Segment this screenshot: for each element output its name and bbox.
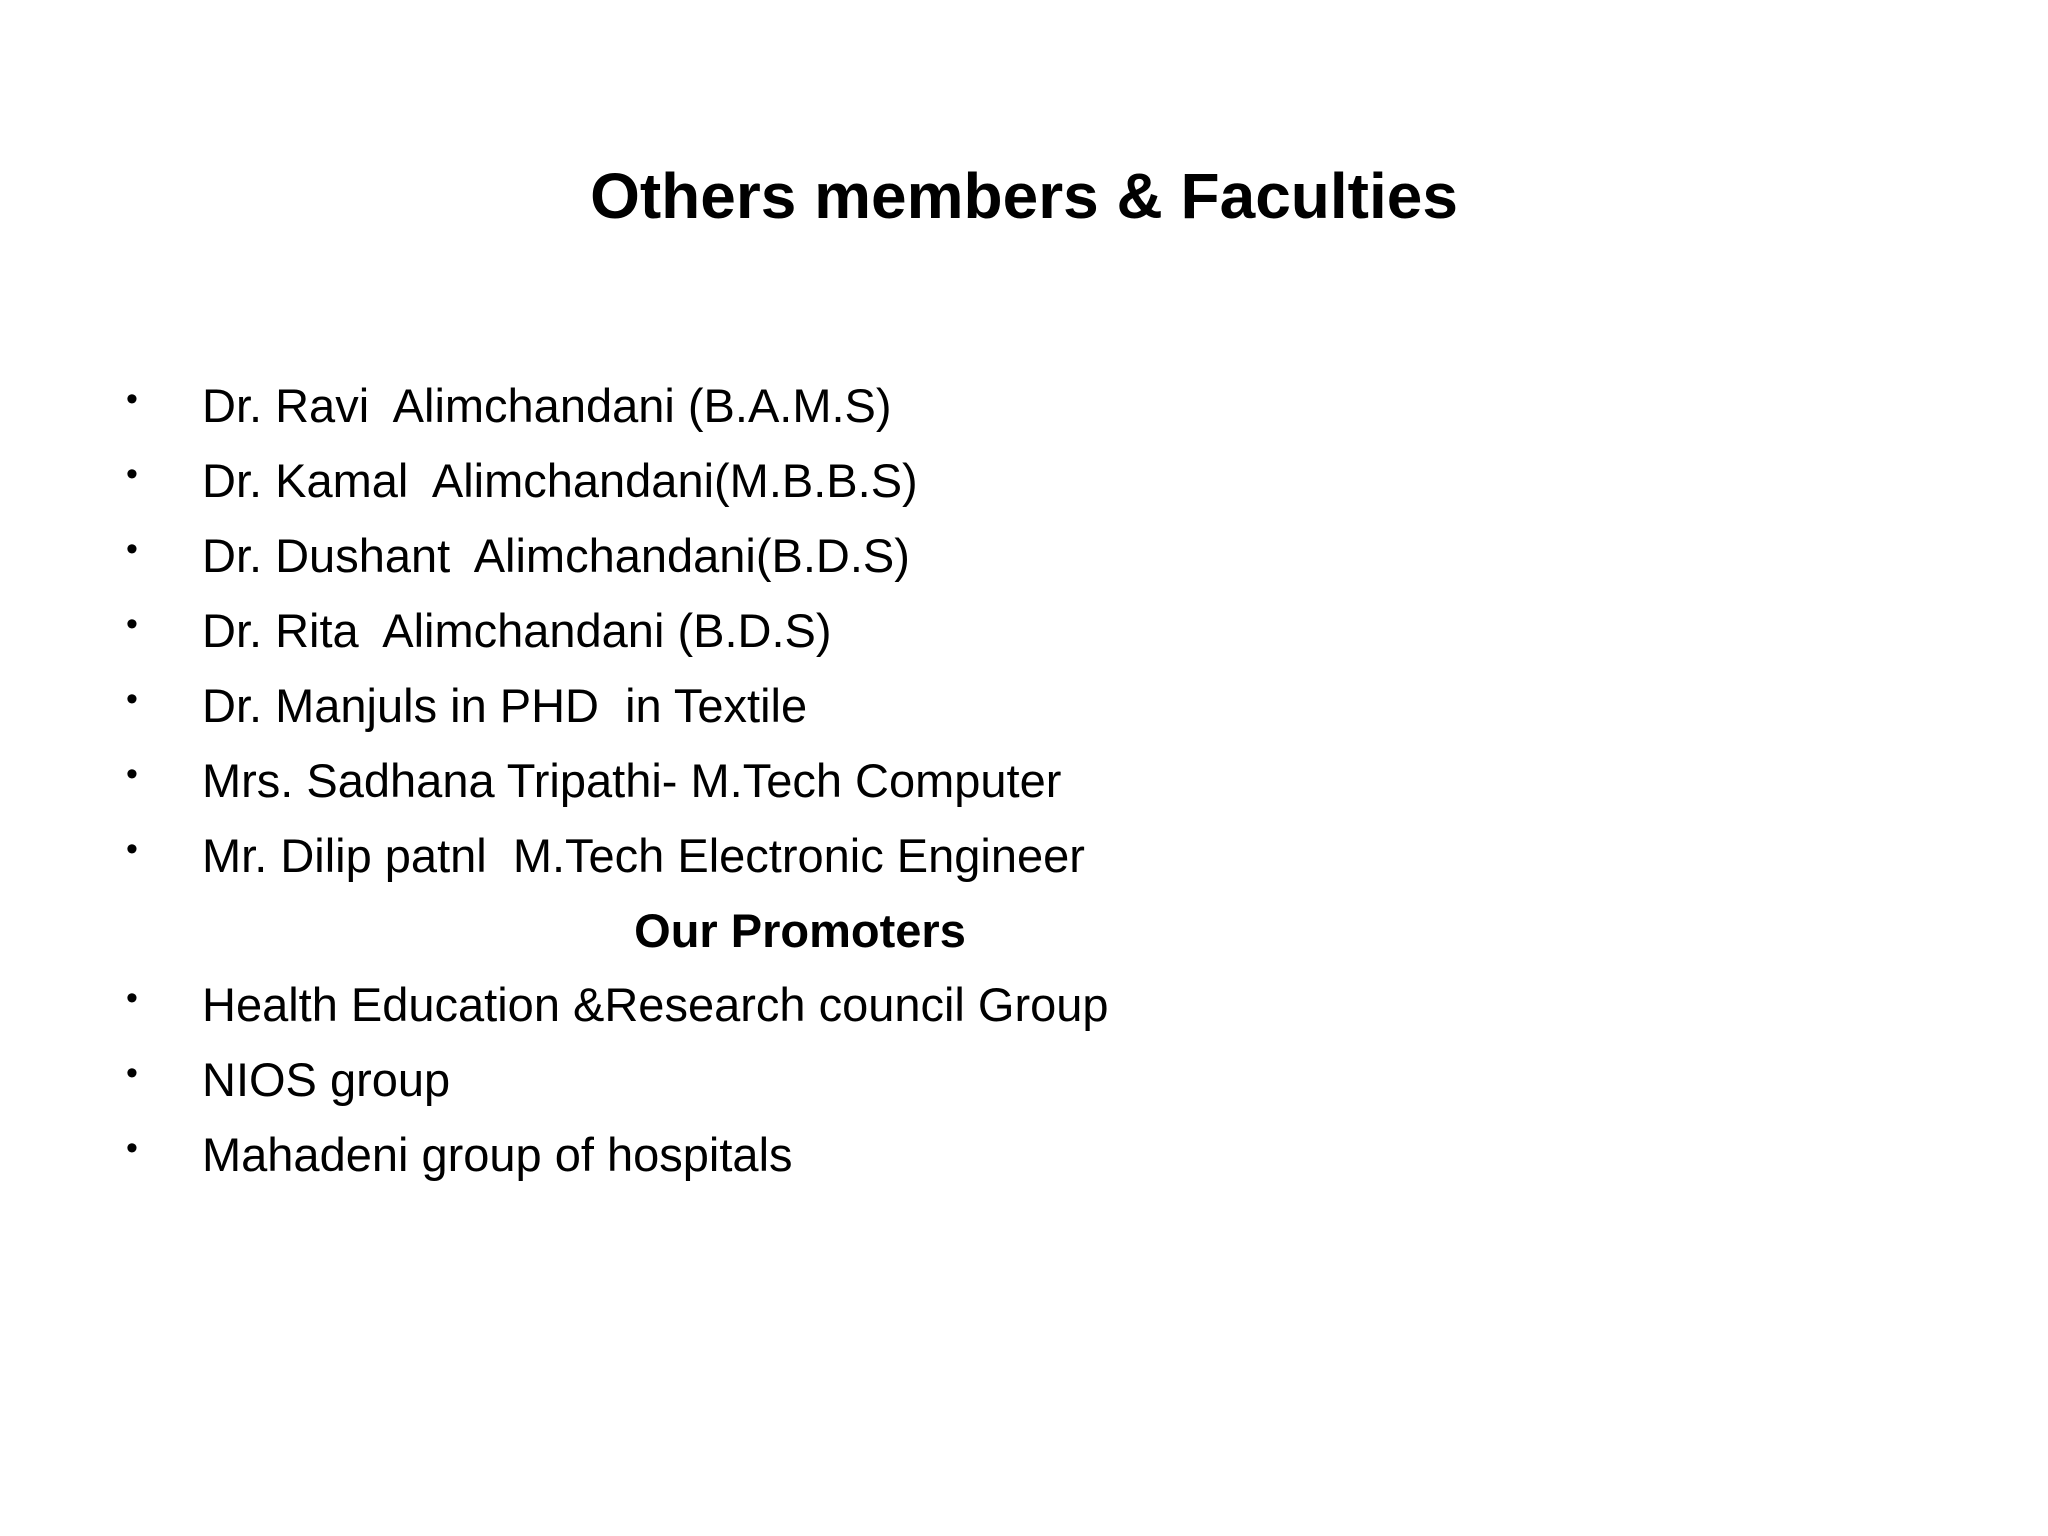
list-item: [120, 668, 1085, 743]
bullet-icon: •: [126, 455, 138, 493]
bullet-icon: •: [126, 830, 138, 868]
promoter-text: Mahadeni group of hospitals: [202, 1128, 793, 1181]
member-text: Dr. Dushant Alimchandani(B.D.S): [202, 529, 910, 582]
list-item: [120, 368, 1085, 443]
list-item: [120, 1042, 1109, 1117]
member-text: Mrs. Sadhana Tripathi- M.Tech Computer: [202, 754, 1062, 807]
bullet-icon: •: [126, 1129, 138, 1167]
list-item: [120, 967, 1109, 1042]
list-item: [120, 1117, 1109, 1192]
member-text: Dr. Kamal Alimchandani(M.B.B.S): [202, 454, 918, 507]
list-item: [120, 593, 1085, 668]
bullet-icon: •: [126, 979, 138, 1017]
promoters-heading: Our Promoters: [634, 904, 966, 957]
members-list: [120, 368, 1085, 893]
member-text: Dr. Manjuls in PHD in Textile: [202, 679, 808, 732]
promoter-text: Health Education &Research council Group: [202, 978, 1109, 1031]
bullet-icon: •: [126, 755, 138, 793]
member-text: Dr. Ravi Alimchandani (B.A.M.S): [202, 379, 892, 432]
list-item: [120, 518, 1085, 593]
bullet-icon: •: [126, 605, 138, 643]
member-text: Mr. Dilip patnl M.Tech Electronic Engineer: [202, 829, 1085, 882]
bullet-icon: •: [126, 530, 138, 568]
slide-title: Others members & Faculties: [590, 160, 1458, 232]
list-item: [120, 818, 1085, 893]
bullet-icon: •: [126, 380, 138, 418]
bullet-icon: •: [126, 680, 138, 718]
bullet-icon: •: [126, 1054, 138, 1092]
list-item: [120, 743, 1085, 818]
member-text: Dr. Rita Alimchandani (B.D.S): [202, 604, 832, 657]
promoter-text: NIOS group: [202, 1053, 451, 1106]
list-item: [120, 443, 1085, 518]
promoters-list: [120, 967, 1109, 1192]
